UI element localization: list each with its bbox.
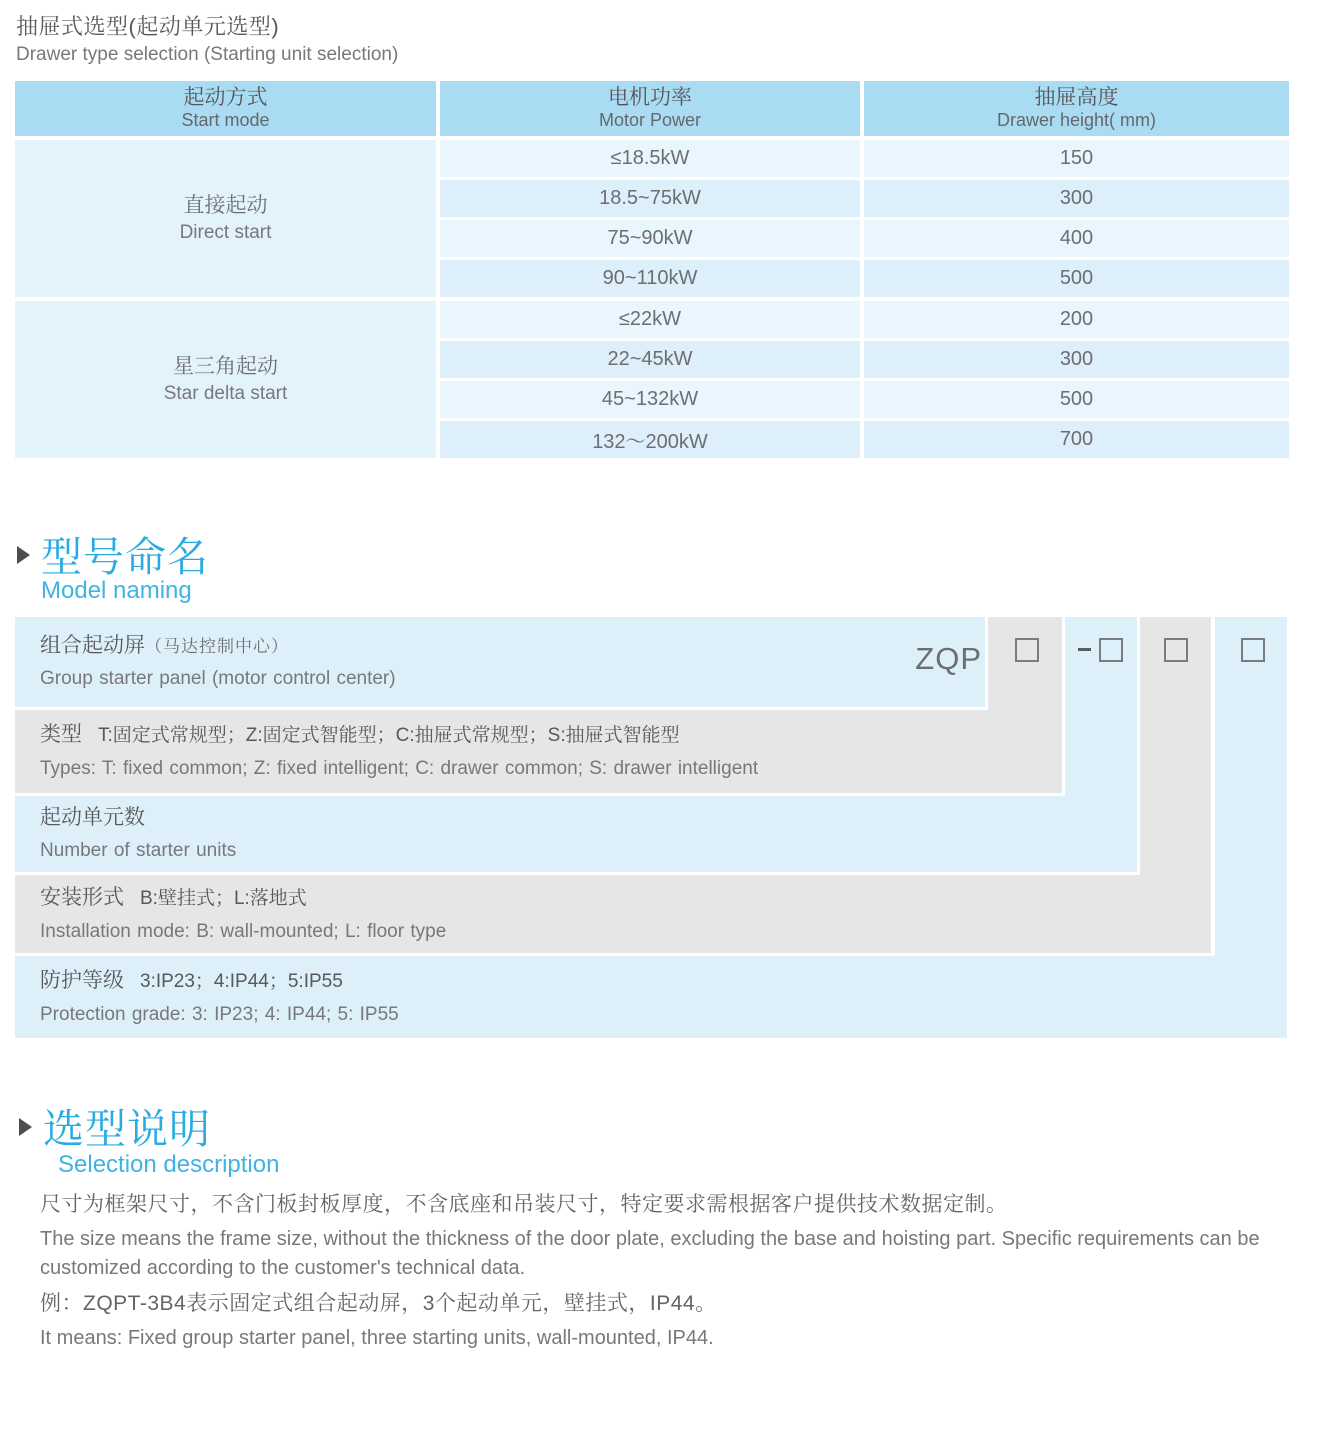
- power-cell: 132～200kW: [440, 421, 860, 458]
- height-cell: 500: [864, 381, 1289, 418]
- selection-description-text: [40, 1190, 1290, 1359]
- section-marker-icon: [19, 1118, 32, 1136]
- code-dash: [1078, 648, 1091, 651]
- row-label-zh: 安装形式: [40, 885, 124, 909]
- model-naming-diagram: [15, 617, 1287, 1038]
- row-label-en: Number of starter units: [40, 840, 237, 862]
- row-label-zh-sub: （马达控制中心）: [145, 637, 289, 656]
- power-cell: 90~110kW: [440, 260, 860, 297]
- naming-row-protection: [15, 956, 1287, 1038]
- row-label-en: Installation mode: B: wall-mounted; L: floor type: [40, 920, 447, 942]
- code-placeholder-box-installation: [1164, 638, 1188, 662]
- table-group-direct-start: [15, 140, 1285, 297]
- model-code-prefix: ZQP: [915, 641, 982, 676]
- section-title-selection: 选型说明: [43, 1106, 211, 1152]
- page-title-en: Drawer type selection (Starting unit selection): [16, 44, 399, 65]
- section-subtitle-selection: Selection description: [58, 1151, 280, 1178]
- paragraph-zh: 例：ZQPT-3B4表示固定式组合起动屏，3个起动单元，壁挂式，IP44。: [40, 1292, 717, 1315]
- power-cell: ≤18.5kW: [440, 140, 860, 177]
- paragraph-en: It means: Fixed group starter panel, three starting units, wall-mounted, IP44.: [40, 1327, 714, 1349]
- power-cell: 45~132kW: [440, 381, 860, 418]
- row-label-en: Types: T: fixed common; Z: fixed intelligent; C: drawer common; S: drawer intelligent: [40, 758, 759, 779]
- header-drawer-height: 抽屉高度 Drawer height( mm): [864, 81, 1289, 136]
- start-mode-cell: 直接起动 Direct start: [15, 140, 436, 297]
- height-cell: 300: [864, 341, 1289, 378]
- page-title-zh: 抽屉式选型(起动单元选型): [16, 14, 280, 39]
- row-label-en: Group starter panel (motor control center): [40, 668, 396, 690]
- power-cell: ≤22kW: [440, 301, 860, 338]
- start-mode-cell: 星三角起动 Star delta start: [15, 301, 436, 458]
- code-placeholder-box-type: [1015, 638, 1039, 662]
- row-label-zh: 类型: [40, 723, 82, 747]
- power-cell: 18.5~75kW: [440, 180, 860, 217]
- section-marker-icon: [17, 546, 30, 564]
- height-cell: 200: [864, 301, 1289, 338]
- header-motor-power: 电机功率 Motor Power: [440, 81, 860, 136]
- height-cell: 500: [864, 260, 1289, 297]
- code-placeholder-box-protection: [1241, 638, 1265, 662]
- row-label-en: Protection grade: 3: IP23; 4: IP44; 5: IP55: [40, 1003, 399, 1025]
- paragraph-zh: 尺寸为框架尺寸，不含门板封板厚度，不含底座和吊装尺寸，特定要求需根据客户提供技术数据定制。: [40, 1193, 1008, 1216]
- naming-row-units: [15, 796, 1137, 872]
- paragraph-en: The size means the frame size, without the thickness of the door plate, excluding the base and hoisting part. Specific requirements can be customized according to the customer's technical data.: [40, 1228, 1260, 1279]
- naming-row-product: [15, 617, 985, 707]
- power-cell: 22~45kW: [440, 341, 860, 378]
- row-desc-zh: 3:IP23；4:IP44；5:IP55: [140, 970, 343, 992]
- section-title-model-naming: 型号命名: [41, 534, 209, 580]
- header-start-mode: 起动方式 Start mode: [15, 81, 436, 136]
- row-desc-zh: T:固定式常规型；Z:固定式智能型；C:抽屉式常规型；S:抽屉式智能型: [98, 725, 680, 747]
- height-cell: 400: [864, 220, 1289, 257]
- height-cell: 300: [864, 180, 1289, 217]
- table-group-star-delta: [15, 301, 1285, 458]
- height-cell: 700: [864, 421, 1289, 458]
- height-cell: 150: [864, 140, 1289, 177]
- drawer-selection-table: [15, 81, 1285, 458]
- row-label-zh: 防护等级: [40, 968, 124, 992]
- naming-row-type: [15, 710, 1062, 793]
- row-desc-zh: B:壁挂式；L:落地式: [140, 887, 307, 909]
- section-subtitle-model-naming: Model naming: [41, 577, 192, 604]
- power-cell: 75~90kW: [440, 220, 860, 257]
- row-label-zh: 起动单元数: [40, 806, 145, 829]
- table-header-row: [15, 81, 1285, 136]
- naming-row-installation: [15, 875, 1211, 953]
- code-placeholder-box-units: [1099, 638, 1123, 662]
- row-label-zh: 组合起动屏: [40, 634, 145, 657]
